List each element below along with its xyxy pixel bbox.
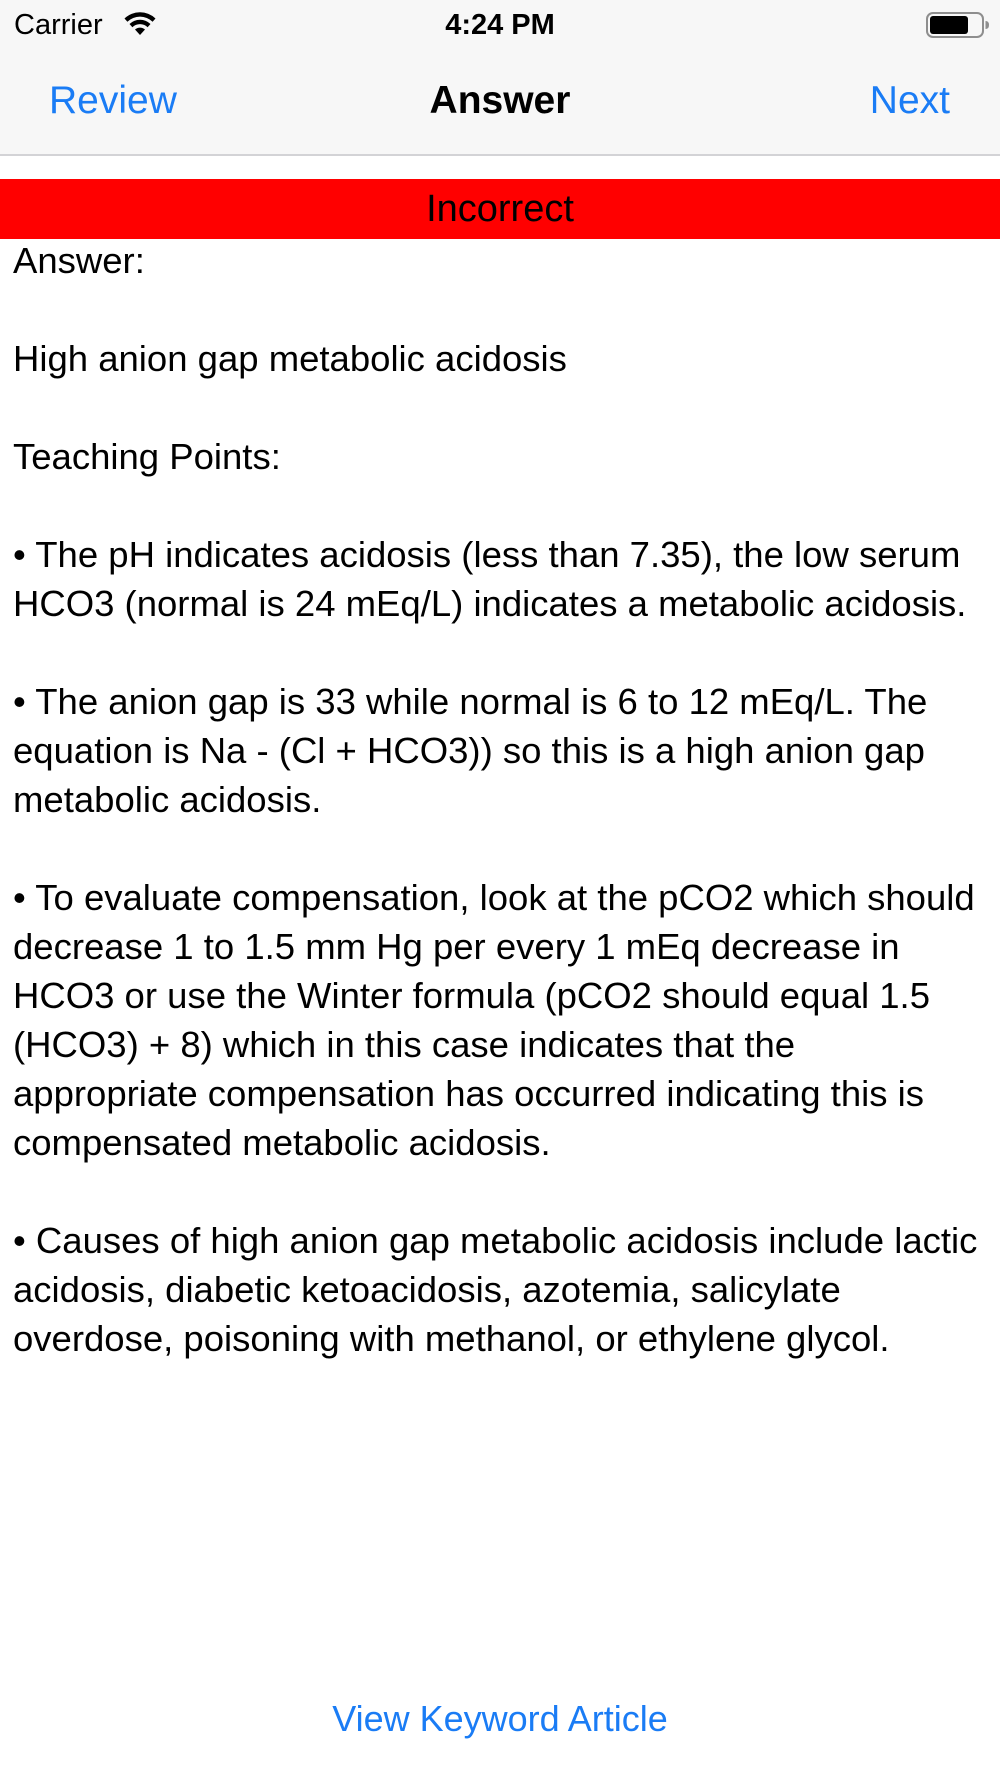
answer-text — [13, 236, 988, 1412]
result-banner: Incorrect — [0, 179, 1000, 239]
answer-value: High anion gap metabolic acidosis — [13, 338, 567, 379]
navigation-bar — [0, 50, 1000, 156]
teaching-point: • To evaluate compensation, look at the pCO2 which should decrease 1 to 1.5 mm Hg per every 1 mEq decrease in HCO3 or use the Winter formula (pCO2 should equal 1.5 (HCO3) + 8) which in this case indicates that the appropriate compensation has occurred indicating this is compensated metabolic acidosis. — [13, 877, 975, 1163]
carrier-label: Carrier — [14, 9, 103, 41]
view-keyword-article-link[interactable]: View Keyword Article — [332, 1698, 668, 1739]
teaching-point: • The pH indicates acidosis (less than 7.35), the low serum HCO3 (normal is 24 mEq/L) indicates a metabolic acidosis. — [13, 534, 967, 624]
battery-icon — [926, 12, 990, 38]
answer-heading: Answer: — [13, 240, 145, 281]
teaching-point: • Causes of high anion gap metabolic acidosis include lactic acidosis, diabetic ketoacidosis, azotemia, salicylate overdose, poisoning with methanol, or ethylene glycol. — [13, 1220, 978, 1359]
status-bar — [0, 0, 1000, 50]
teaching-point: • The anion gap is 33 while normal is 6 to 12 mEq/L. The equation is Na - (Cl + HCO3)) so this is a high anion gap metabolic acidosis. — [13, 681, 928, 820]
next-button[interactable]: Next — [869, 79, 950, 122]
clock: 4:24 PM — [445, 9, 555, 41]
review-button[interactable]: Review — [49, 79, 177, 122]
teaching-points-heading: Teaching Points: — [13, 436, 281, 477]
page-title: Answer — [429, 79, 571, 122]
